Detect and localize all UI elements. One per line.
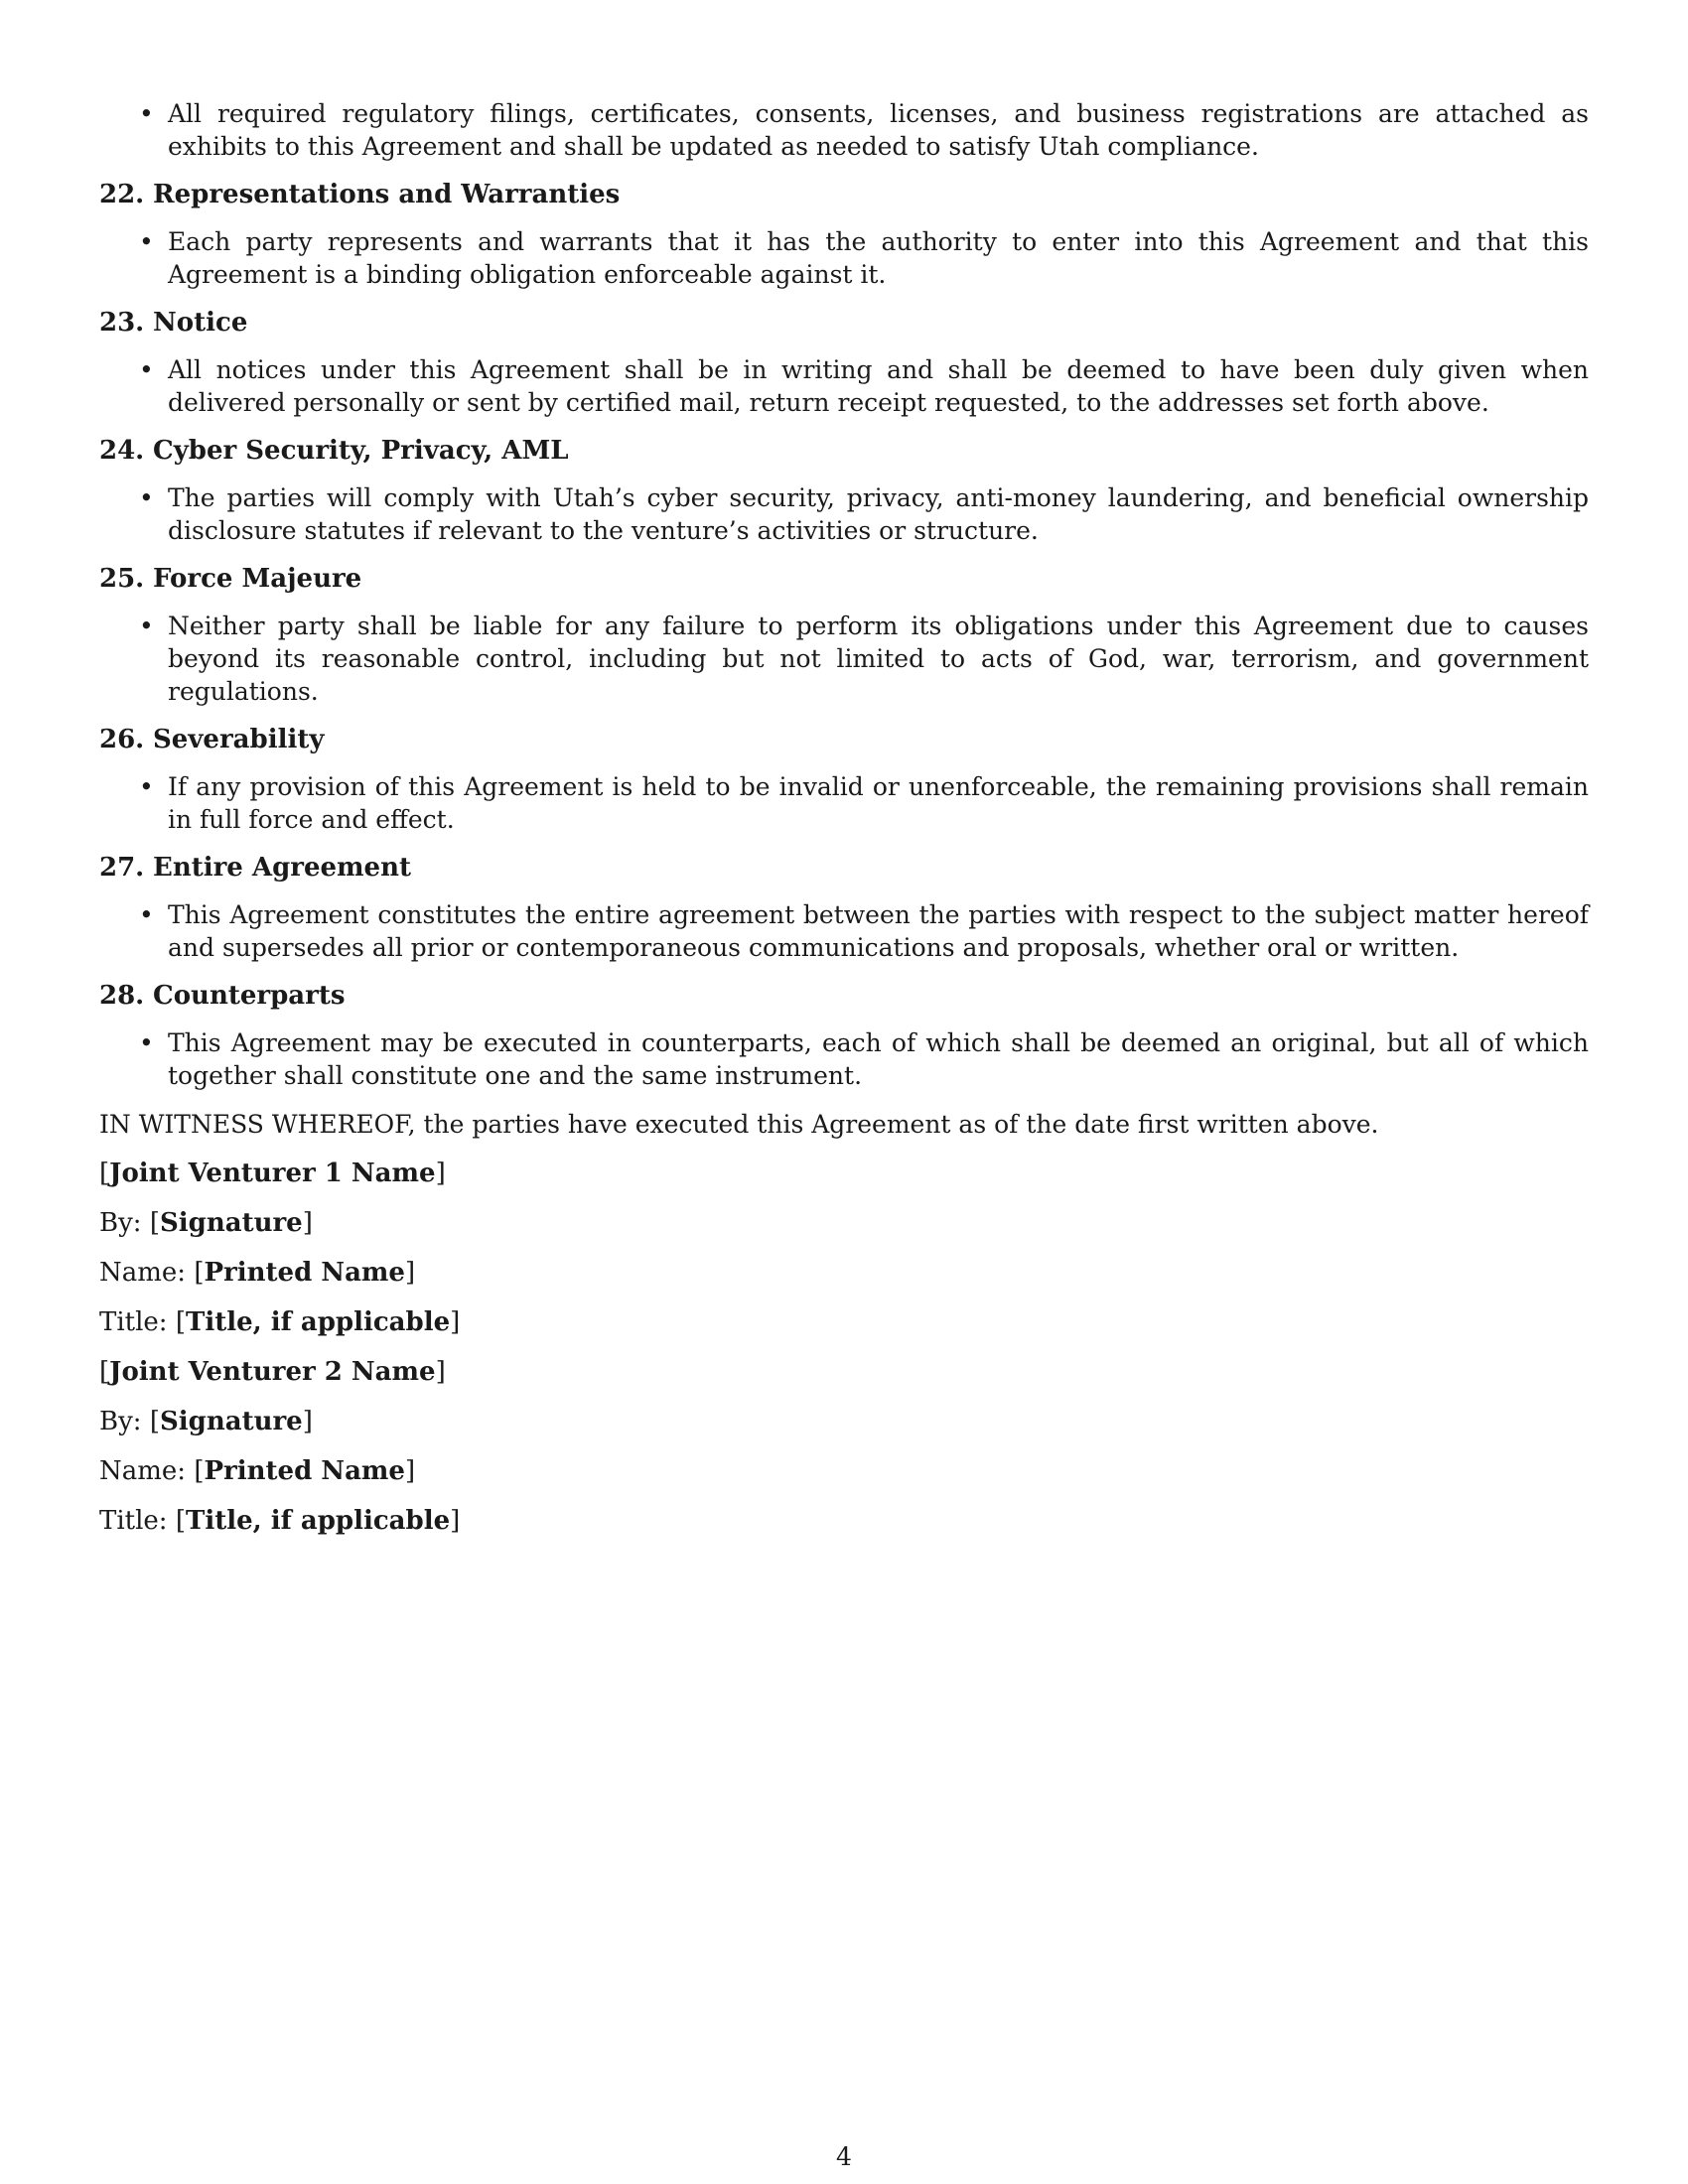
signature-placeholder: Signature [159, 1407, 303, 1436]
section-title: Notice [153, 308, 248, 338]
section-25 [99, 563, 1589, 708]
section-heading [99, 179, 1589, 211]
bullet-icon: • [139, 900, 154, 929]
section-title: Force Majeure [153, 564, 362, 594]
signatory-2-name-line: Name: [Printed Name] [99, 1456, 416, 1486]
printed-name-placeholder: Printed Name [204, 1456, 405, 1486]
section-heading [99, 435, 1589, 468]
signatory-1-by-line: By: [Signature] [99, 1208, 313, 1238]
bullet-icon: • [139, 1028, 154, 1057]
page-number: 4 [836, 2142, 852, 2171]
section-text: All notices under this Agreement shall be in writing and shall be deemed to have been duly given when delivered personally or sent by certified mail, return receipt requested, to the addresses set forth above. [168, 355, 1589, 417]
section-28 [99, 980, 1589, 1092]
section-title: Cyber Security, Privacy, AML [153, 436, 569, 466]
section-text: Each party represents and warrants that it has the authority to enter into this Agreement and that this Agreement is a binding obligation enforceable against it. [168, 227, 1589, 289]
witness-statement: IN WITNESS WHEREOF, the parties have executed this Agreement as of the date first written above. [99, 1110, 1379, 1139]
party-name-placeholder: Joint Venturer 1 Name [109, 1159, 436, 1188]
bullet-icon: • [139, 355, 154, 384]
section-bullet-item [99, 353, 1589, 419]
bullet-icon: • [139, 99, 154, 128]
section-bullet-item [99, 1026, 1589, 1092]
section-22 [99, 179, 1589, 291]
signatory-2-name-block: [Joint Venturer 2 Name] [99, 1357, 446, 1387]
signatory-1-name-line: Name: [Printed Name] [99, 1258, 416, 1288]
section-text: This Agreement may be executed in counterparts, each of which shall be deemed an original, but all of which together shall constitute one and the same instrument. [168, 1028, 1589, 1090]
bullet-icon: • [139, 772, 154, 801]
section-text: If any provision of this Agreement is held to be invalid or unenforceable, the remaining provisions shall remain in full force and effect. [168, 772, 1589, 834]
section-number: 23. [99, 308, 145, 338]
section-heading [99, 852, 1589, 885]
by-label: By: [99, 1208, 142, 1238]
section-title: Severability [153, 725, 325, 754]
section-23 [99, 307, 1589, 419]
section-24 [99, 435, 1589, 547]
section-heading [99, 980, 1589, 1013]
signatory-1-title-line: Title: [Title, if applicable] [99, 1307, 461, 1337]
document-page [99, 97, 1589, 1555]
title-label: Title: [99, 1307, 168, 1337]
section-number: 25. [99, 564, 145, 594]
name-label: Name: [99, 1258, 187, 1288]
title-label: Title: [99, 1506, 168, 1536]
section-text: Neither party shall be liable for any failure to perform its obligations under this Agreement due to causes beyond its reasonable control, including but not limited to acts of God, war, terrorism, and government regulations. [168, 612, 1589, 706]
section-bullet-item [99, 225, 1589, 291]
section-title: Entire Agreement [153, 853, 411, 883]
section-number: 24. [99, 436, 145, 466]
section-number: 28. [99, 981, 145, 1011]
name-label: Name: [99, 1456, 187, 1486]
signature-placeholder: Signature [159, 1208, 303, 1238]
bullet-icon: • [139, 227, 154, 256]
signatory-2-title-line: Title: [Title, if applicable] [99, 1506, 461, 1536]
printed-name-placeholder: Printed Name [204, 1258, 405, 1288]
bullet-icon: • [139, 483, 154, 512]
title-placeholder: Title, if applicable [186, 1307, 451, 1337]
section-bullet-item [99, 481, 1589, 547]
section-27 [99, 852, 1589, 964]
section-heading [99, 563, 1589, 596]
signatory-1-name-block: [Joint Venturer 1 Name] [99, 1159, 446, 1188]
section-number: 22. [99, 180, 145, 209]
section-heading [99, 307, 1589, 340]
party-name-placeholder: Joint Venturer 2 Name [109, 1357, 436, 1387]
bullet-icon: • [139, 612, 154, 640]
signatory-2-by-line: By: [Signature] [99, 1407, 313, 1436]
section-bullet-item [99, 610, 1589, 708]
section-number: 27. [99, 853, 145, 883]
section-text: This Agreement constitutes the entire agreement between the parties with respect to the subject matter hereof and supersedes all prior or contemporaneous communications and proposals, whether oral or written. [168, 900, 1589, 962]
section-text: The parties will comply with Utah’s cyber security, privacy, anti-money laundering, and beneficial ownership disclosure statutes if relevant to the venture’s activities or structure. [168, 483, 1589, 545]
section-title: Counterparts [153, 981, 346, 1011]
section-heading [99, 724, 1589, 756]
title-placeholder: Title, if applicable [186, 1506, 451, 1536]
section-number: 26. [99, 725, 145, 754]
intro-bullet-item [99, 97, 1589, 163]
section-bullet-item [99, 898, 1589, 964]
intro-bullet-text: All required regulatory filings, certificates, consents, licenses, and business registrations are attached as exhibits to this Agreement and shall be updated as needed to satisfy Utah compliance. [168, 99, 1589, 161]
section-26 [99, 724, 1589, 836]
by-label: By: [99, 1407, 142, 1436]
section-bullet-item [99, 770, 1589, 836]
section-title: Representations and Warranties [153, 180, 621, 209]
